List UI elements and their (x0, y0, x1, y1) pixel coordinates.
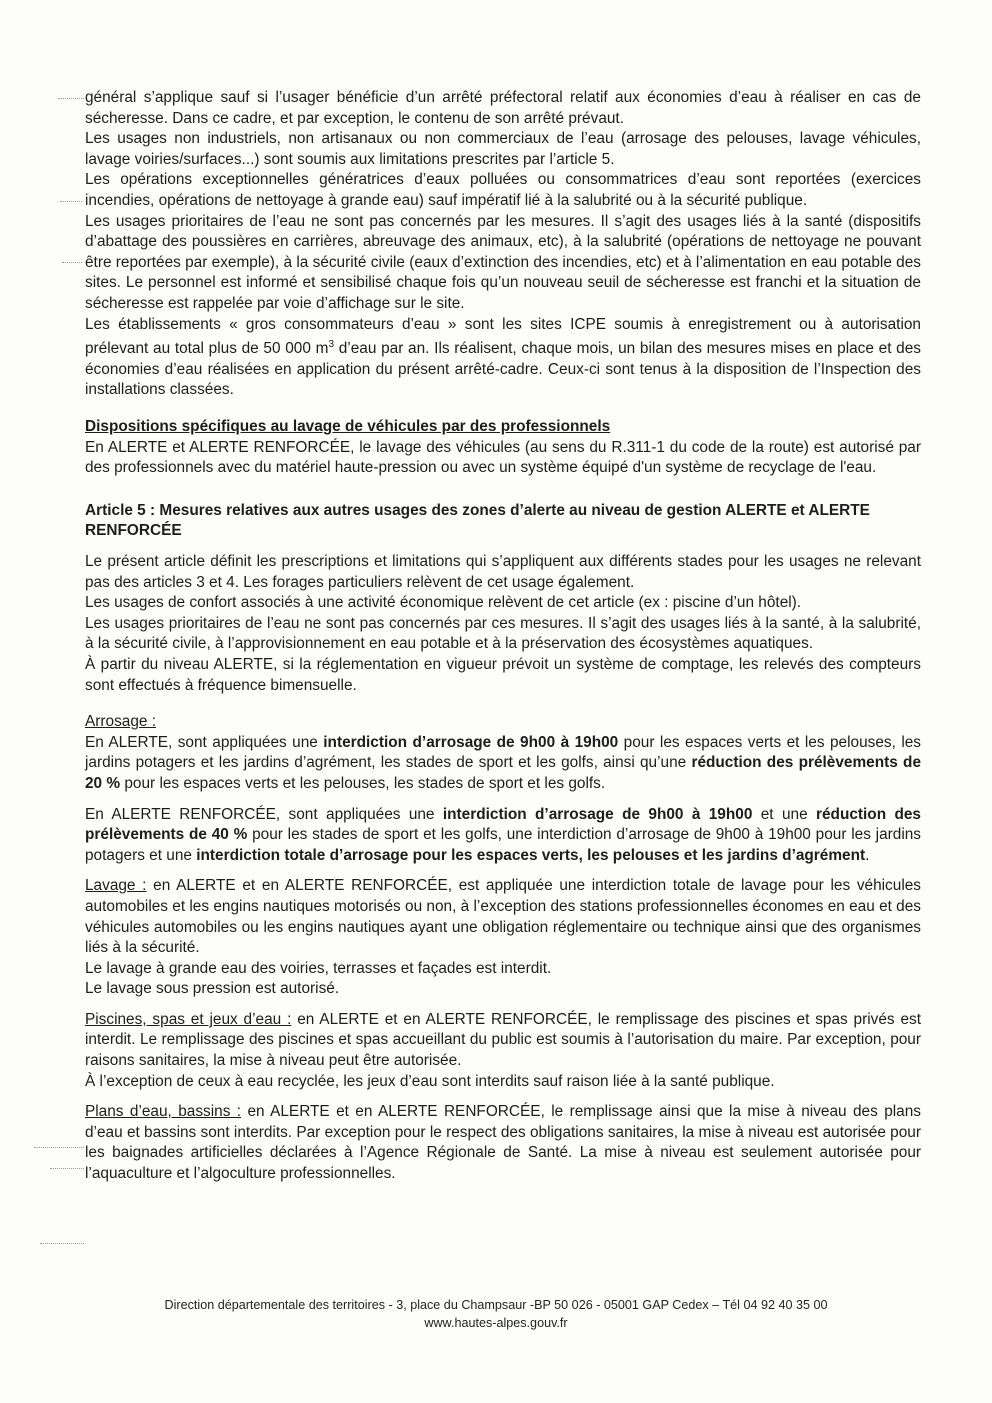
article-paragraph: Les usages prioritaires de l’eau ne sont pas concernés par ces mesures. Il s’agit des usages liés à la santé, à la salubrité, à la sécurité civile, à l’approvisionnement en eau potable et à la préservation des écosystèmes aquatiques. (85, 614, 921, 653)
article-paragraph: Les usages de confort associés à une activité économique relèvent de cet article (ex : piscine d’un hôtel). (85, 594, 802, 612)
footer-website: www.hautes-alpes.gouv.fr (424, 1316, 568, 1330)
footer-address: Direction départementale des territoires - 3, place du Champsaur -BP 50 026 - 05001 GAP Cedex – Tél 04 92 40 35 00 (164, 1298, 828, 1312)
intro-paragraph: général s’applique sauf si l’usager bénéficie d’un arrêté préfectoral relatif aux économies d’eau à réaliser en cas de sécheresse. Dans ce cadre, et par exception, le contenu de son arrêté prévaut. (85, 89, 921, 127)
section-heading: Dispositions spécifiques au lavage de véhicules par des professionnels (85, 418, 611, 436)
piscines-line: À l’exception de ceux à eau recyclée, les jeux d’eau sont interdits sauf raison liée à la santé publique. (85, 1072, 775, 1090)
intro-paragraph: Les usages non industriels, non artisanaux ou non commerciaux de l’eau (arrosage des pelouses, lavage véhicules, lavage voiries/surfaces...) sont soumis aux limitations prescrites par l’article 5. (85, 130, 921, 168)
arrosage-paragraph: En ALERTE RENFORCÉE, sont appliquées une interdiction d’arrosage de 9h00 à 19h00 et une réduction des prélèvements de 40 % pour les stades de sport et les golfs, une interdiction d’arrosage de 9h00 à 19h00 pour les jardins potagers et une interdiction totale d’arrosage pour les espaces verts, les pelouses et les jardins d’agrément. (85, 805, 921, 864)
document-page (85, 88, 921, 1185)
lavage-line: Le lavage sous pression est autorisé. (85, 980, 340, 998)
article-paragraph: Le présent article définit les prescriptions et limitations qui s’appliquent aux différents stades pour les usages ne relevant pas des articles 3 et 4. Les forages particuliers relèvent de cet usage également. (85, 553, 921, 591)
piscines-paragraph: Piscines, spas et jeux d’eau : en ALERTE et en ALERTE RENFORCÉE, le remplissage des piscines et spas privés est interdit. Le remplissage des piscines et spas accueillant du public est soumis à l’autorisation du maire. Par exception, pour raisons sanitaires, la mise à niveau peut être autorisée. (85, 1010, 921, 1070)
margin-mark (40, 1243, 84, 1244)
arrosage-label: Arrosage : (85, 713, 157, 731)
lavage-line: Le lavage à grande eau des voiries, terrasses et façades est interdit. (85, 959, 552, 977)
page-footer (0, 1296, 992, 1332)
intro-paragraph: Les établissements « gros consommateurs d’eau » sont les sites ICPE soumis à enregistrement ou à autorisation prélevant au total plus de 50 000 $m^3$ d’eau par an. Ils réalisent, chaque mois, un bilan des mesures mises en place et des économies d’eau réalisées en application du présent arrêté-cadre. Ceux-ci sont tenus à la disposition de l’Inspection des installations classées. (85, 315, 921, 399)
article-title: Article 5 : Mesures relatives aux autres usages des zones d’alerte au niveau de gestion ALERTE et ALERTE RENFORCÉE (85, 501, 870, 540)
margin-mark (34, 1147, 84, 1148)
margin-mark (62, 262, 82, 263)
arrosage-paragraph: En ALERTE, sont appliquées une interdiction d’arrosage de 9h00 à 19h00 pour les espaces verts et les pelouses, les jardins potagers et les jardins d’agrément, les stades de sport et les golfs, ainsi qu’une réduction des prélèvements de 20 % pour les espaces verts et les pelouses, les stades de sport et les golfs. (85, 733, 921, 792)
margin-mark (50, 1168, 84, 1169)
plans-paragraph: Plans d’eau, bassins : en ALERTE et en ALERTE RENFORCÉE, le remplissage ainsi que la mise à niveau des plans d’eau et bassins sont interdits. Par exception pour le respect des obligations sanitaires, la mise à niveau est autorisée pour les baignades artificielles déclarées à l’Agence Régionale de Santé. La mise à niveau est seulement autorisée pour l’aquaculture et l’algoculture professionnelles. (85, 1103, 921, 1183)
section-paragraph: En ALERTE et ALERTE RENFORCÉE, le lavage des véhicules (au sens du R.311-1 du code de la route) est autorisé par des professionnels avec du matériel haute-pression ou avec un système équipé d'un système de recyclage de l'eau. (85, 438, 921, 477)
intro-paragraph: Les opérations exceptionnelles génératrices d’eaux polluées ou consommatrices d’eau sont reportées (exercices incendies, opérations de nettoyage à grande eau) sauf impératif lié à la salubrité ou à la sécurité publique. (85, 171, 921, 209)
margin-mark (60, 201, 82, 202)
article-paragraph: À partir du niveau ALERTE, si la réglementation en vigueur prévoit un système de comptage, les relevés des compteurs sont effectués à fréquence bimensuelle. (85, 655, 921, 694)
intro-paragraph: Les usages prioritaires de l’eau ne sont pas concernés par les mesures. Il s’agit des usages liés à la santé (dispositifs d’abattage des poussières en carrières, abreuvage des animaux, etc), à la salubrité (opérations de nettoyage ne pouvant être reportées par exemple), à la sécurité civile (eaux d’extinction des incendies, etc) et à l’alimentation en eau potable des sites. Le personnel est informé et sensibilisé chaque fois qu’un nouveau seuil de sécheresse est franchi et la situation de sécheresse est rappelée par voie d’affichage sur le site. (85, 212, 921, 312)
lavage-paragraph: Lavage : en ALERTE et en ALERTE RENFORCÉE, est appliquée une interdiction totale de lavage pour les véhicules automobiles et les engins nautiques motorisés ou non, à l’exception des stations professionnelles économes en eau et des véhicules automobiles ou les engins nautiques ayant une obligation réglementaire ou technique ainsi que des organismes liés à la sécurité. (85, 877, 921, 957)
superscript: 3 (328, 339, 335, 351)
margin-mark (58, 98, 84, 99)
